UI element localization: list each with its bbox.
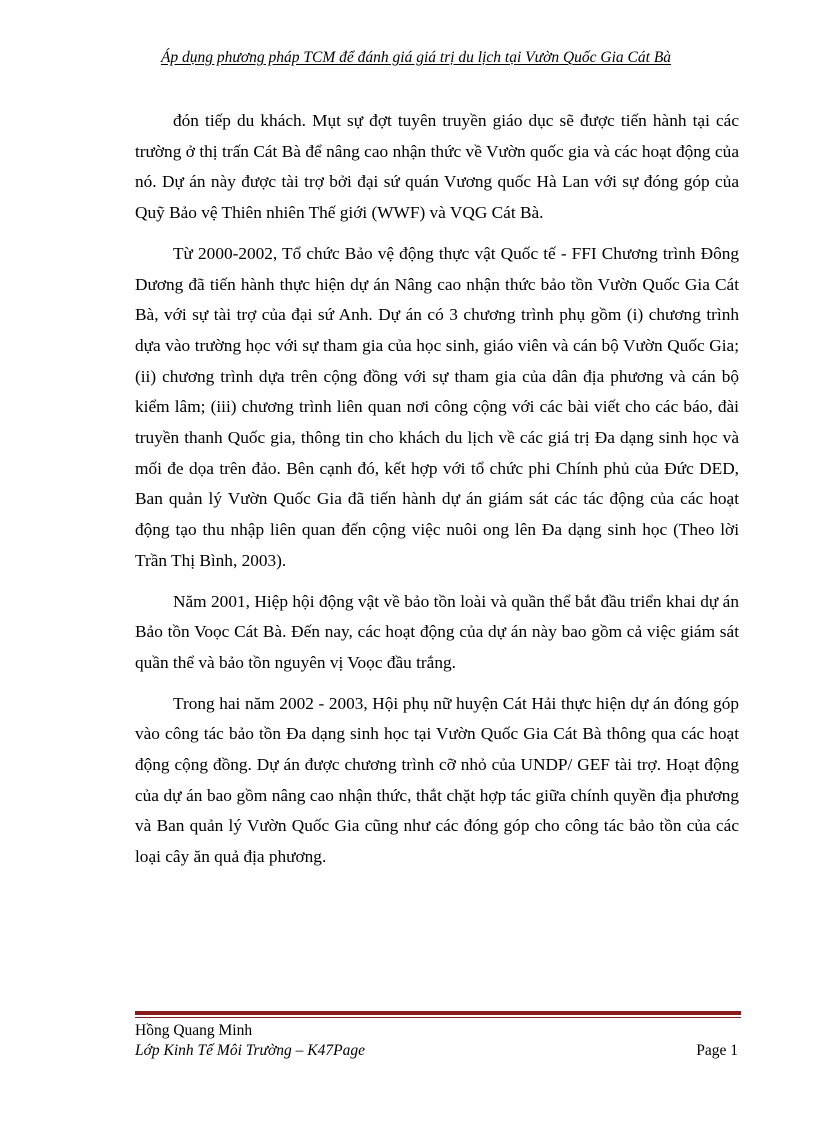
footer-author: Hồng Quang Minh <box>135 1022 253 1039</box>
paragraph-2: Từ 2000-2002, Tổ chức Bảo vệ động thực vật Quốc tế - FFI Chương trình Đông Dương đã tiến hành thực hiện dự án Nâng cao nhận thức bảo tồn Vườn Quốc Gia Cát Bà, với sự tài trợ của đại sứ Anh. Dự án có 3 chương trình phụ gồm (i) chương trình dựa vào trường học với sự tham gia của học sinh, giáo viên và cán bộ Vườn Quốc Gia; (ii) chương trình dựa trên cộng đồng với sự tham gia của dân địa phương và cán bộ kiểm lâm; (iii) chương trình liên quan nơi công cộng với các bài viết cho các báo, đài truyền thanh Quốc gia, thông tin cho khách du lịch về các giá trị Đa dạng sinh học và mối đe dọa trên đảo. Bên cạnh đó, kết hợp với tổ chức phi Chính phủ của Đức DED, Ban quản lý Vườn Quốc Gia đã tiến hành dự án giám sát các tác động của các hoạt động tạo thu nhập liên quan đến cộng việc nuôi ong lên Đa dạng sinh học (Theo lời Trần Thị Bình, 2003). <box>135 243 739 570</box>
footer-page-number: Page 1 <box>696 1042 738 1059</box>
paragraph-1: đón tiếp du khách. Mụt sự đợt tuyên truyền giáo dục sẽ được tiến hành tại các trường ở thị trấn Cát Bà để nâng cao nhận thức về Vườn quốc gia và các hoạt động của nó. Dự án này được tài trợ bởi đại sứ quán Vương quốc Hà Lan với sự đóng góp của Quỹ Bảo vệ Thiên nhiên Thế giới (WWF) và VQG Cát Bà. <box>135 111 739 223</box>
paragraph-3: Năm 2001, Hiệp hội động vật về bảo tồn loài và quần thể bắt đầu triển khai dự án Bảo tồn Voọc Cát Bà. Đến nay, các hoạt động của dự án này bao gồm cả việc giám sát quần thể và bảo tồn nguyên vị Voọc đầu trắng. <box>135 591 739 672</box>
page-header-title: Áp dụng phương pháp TCM để đánh giá giá trị du lịch tại Vườn Quốc Gia Cát Bà <box>160 49 672 66</box>
footer-class-line: Lớp Kinh Tế Môi Trường – K47Page <box>135 1042 365 1059</box>
paragraph-4: Trong hai năm 2002 - 2003, Hội phụ nữ huyện Cát Hải thực hiện dự án đóng góp vào công tác bảo tồn Đa dạng sinh học tại Vườn Quốc Gia Cát Bà thông qua các hoạt động cộng đồng. Dự án được chương trình cỡ nhỏ của UNDP/ GEF tài trợ. Hoạt động của dự án bao gồm nâng cao nhận thức, thắt chặt hợp tác giữa chính quyền địa phương và Ban quản lý Vườn Quốc Gia cũng như các đóng góp cho công tác bảo tồn của các loại cây ăn quả địa phương. <box>135 693 739 867</box>
footer-divider-thick <box>135 1011 741 1015</box>
footer-divider-thin <box>135 1017 741 1018</box>
document-body <box>135 106 739 883</box>
